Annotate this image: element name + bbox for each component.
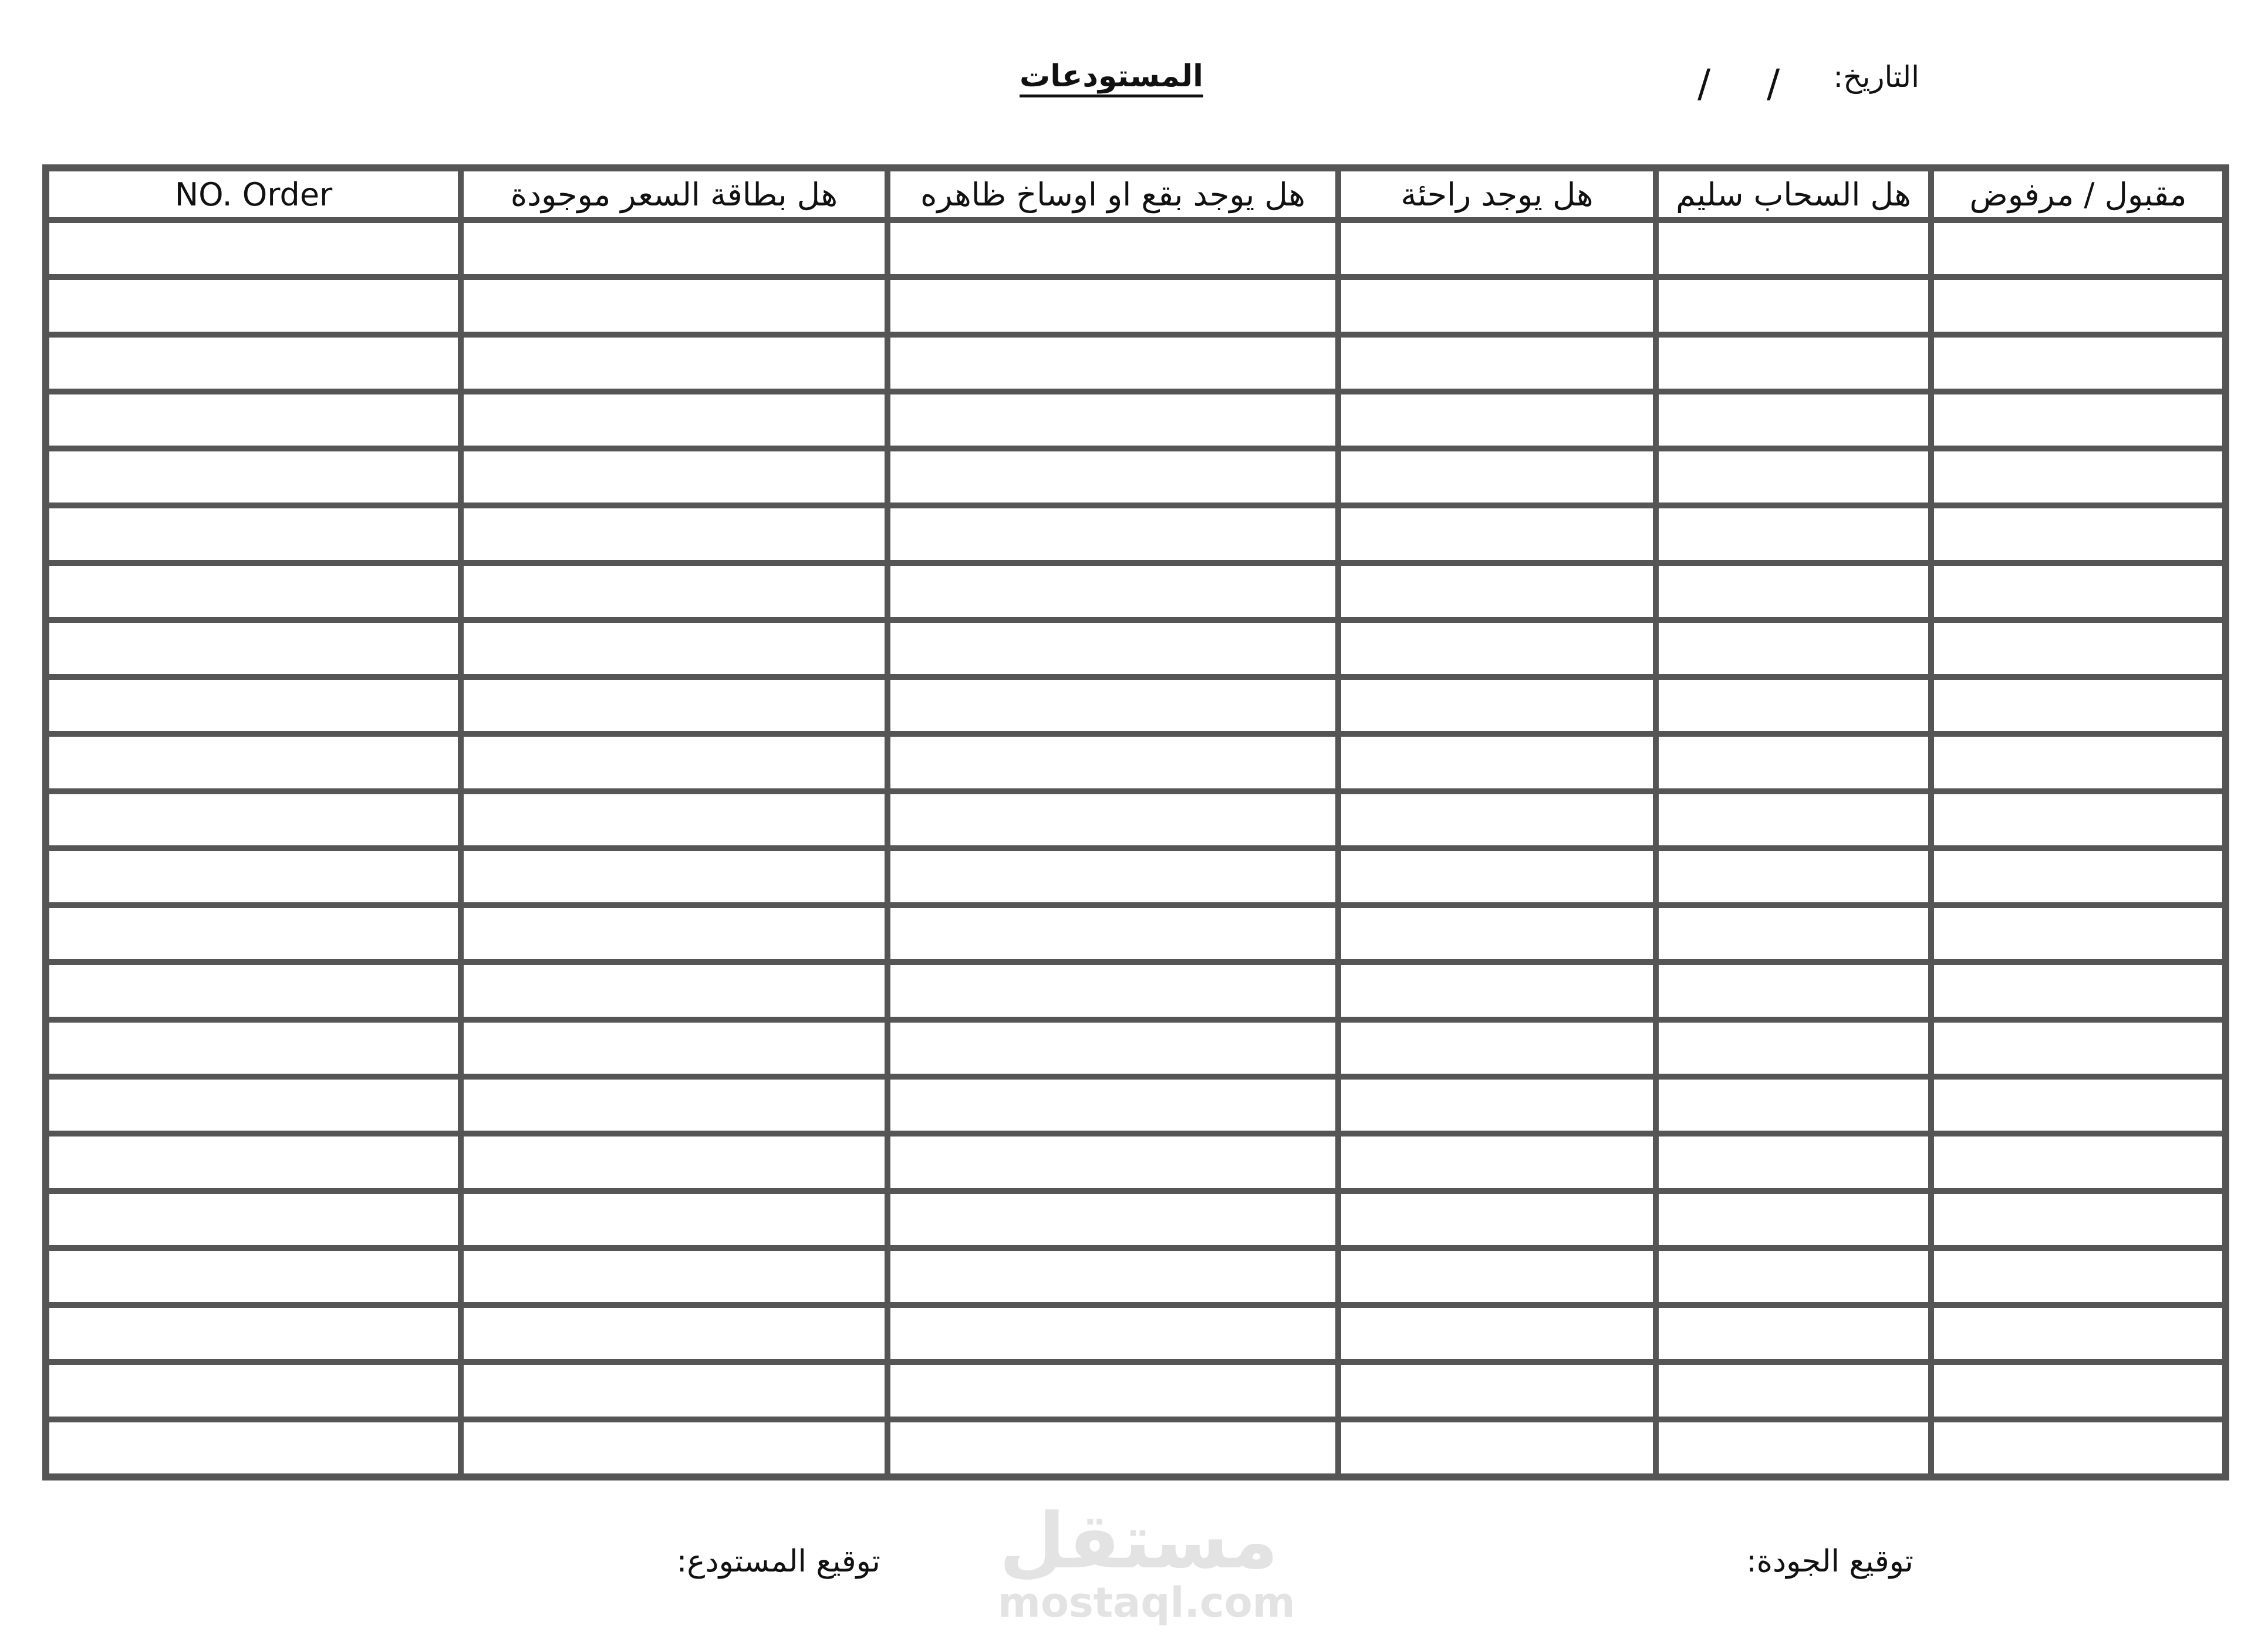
- table-cell[interactable]: [461, 448, 887, 505]
- table-cell[interactable]: [1931, 277, 2225, 334]
- table-cell[interactable]: [46, 392, 461, 448]
- table-cell[interactable]: [887, 1020, 1338, 1077]
- column-header-zipper: هل السحاب سليم: [1656, 168, 1931, 220]
- table-row: [46, 505, 2225, 562]
- table-cell[interactable]: [46, 620, 461, 677]
- table-cell[interactable]: [461, 791, 887, 848]
- table-cell[interactable]: [1931, 1362, 2225, 1419]
- table-cell[interactable]: [461, 848, 887, 905]
- table-cell[interactable]: [461, 335, 887, 392]
- table-cell[interactable]: [461, 1077, 887, 1134]
- table-cell[interactable]: [1338, 1077, 1656, 1134]
- table-cell[interactable]: [1931, 1020, 2225, 1077]
- table-row: [46, 677, 2225, 734]
- table-cell[interactable]: [1931, 1419, 2225, 1476]
- table-cell[interactable]: [1656, 1305, 1931, 1362]
- table-cell[interactable]: [461, 220, 887, 277]
- table-row: [46, 1419, 2225, 1476]
- table-cell[interactable]: [1931, 563, 2225, 620]
- table-row: [46, 620, 2225, 677]
- table-cell[interactable]: [1656, 677, 1931, 734]
- column-header-odor: هل يوجد راحئة: [1338, 168, 1656, 220]
- table-cell[interactable]: [1338, 1020, 1656, 1077]
- table-cell[interactable]: [46, 905, 461, 962]
- table-cell[interactable]: [46, 448, 461, 505]
- table-cell[interactable]: [887, 791, 1338, 848]
- table-cell[interactable]: [1931, 220, 2225, 277]
- table-cell[interactable]: [887, 1305, 1338, 1362]
- table-cell[interactable]: [1656, 620, 1931, 677]
- table-row: [46, 220, 2225, 277]
- table-row: [46, 1134, 2225, 1191]
- table-cell[interactable]: [1656, 1419, 1931, 1476]
- table-cell[interactable]: [1656, 1362, 1931, 1419]
- column-header-price-tag: هل بطاقة السعر موجودة: [461, 168, 887, 220]
- table-cell[interactable]: [461, 905, 887, 962]
- table-cell[interactable]: [1338, 1134, 1656, 1191]
- date-separator: /: [1697, 61, 1711, 106]
- table-row: [46, 1191, 2225, 1248]
- table-cell[interactable]: [1656, 277, 1931, 334]
- table-cell[interactable]: [1338, 1419, 1656, 1476]
- table-cell[interactable]: [46, 677, 461, 734]
- table-cell[interactable]: [1656, 1020, 1931, 1077]
- table-cell[interactable]: [1931, 505, 2225, 562]
- table-cell[interactable]: [1656, 448, 1931, 505]
- table-cell[interactable]: [1656, 1134, 1931, 1191]
- table-cell[interactable]: [1931, 734, 2225, 791]
- table-cell[interactable]: [887, 335, 1338, 392]
- table-row: [46, 1248, 2225, 1305]
- table-cell[interactable]: [461, 1134, 887, 1191]
- table-cell[interactable]: [1931, 848, 2225, 905]
- table-cell[interactable]: [1656, 220, 1931, 277]
- table-body: [46, 220, 2225, 1476]
- table-cell[interactable]: [461, 1020, 887, 1077]
- table-cell[interactable]: [46, 1362, 461, 1419]
- table-cell[interactable]: [1338, 734, 1656, 791]
- table-cell[interactable]: [887, 620, 1338, 677]
- table-cell[interactable]: [461, 563, 887, 620]
- table-row: [46, 563, 2225, 620]
- table-cell[interactable]: [1931, 620, 2225, 677]
- table-row: [46, 392, 2225, 448]
- table-cell[interactable]: [1338, 962, 1656, 1019]
- table-cell[interactable]: [461, 1362, 887, 1419]
- table-cell[interactable]: [1338, 1305, 1656, 1362]
- table-cell[interactable]: [46, 563, 461, 620]
- table-cell[interactable]: [887, 848, 1338, 905]
- table-cell[interactable]: [1338, 620, 1656, 677]
- table-cell[interactable]: [1656, 1077, 1931, 1134]
- table-cell[interactable]: [46, 1419, 461, 1476]
- table-cell[interactable]: [1338, 1248, 1656, 1305]
- table-cell[interactable]: [461, 734, 887, 791]
- table-cell[interactable]: [1656, 848, 1931, 905]
- table-cell[interactable]: [1656, 905, 1931, 962]
- quality-signature-label: توقيع الجودة:: [1746, 1544, 1913, 1579]
- table-cell[interactable]: [1338, 1191, 1656, 1248]
- table-cell[interactable]: [1656, 505, 1931, 562]
- table-cell[interactable]: [1338, 277, 1656, 334]
- table-cell[interactable]: [46, 1134, 461, 1191]
- date-label: التاريخ:: [1833, 60, 1919, 94]
- table-cell[interactable]: [1931, 392, 2225, 448]
- table-cell[interactable]: [887, 1191, 1338, 1248]
- table-cell[interactable]: [1931, 962, 2225, 1019]
- table-cell[interactable]: [1931, 335, 2225, 392]
- table-cell[interactable]: [461, 677, 887, 734]
- table-cell[interactable]: [46, 1305, 461, 1362]
- column-header-stains: هل يوجد بقع او اوساخ ظاهره: [887, 168, 1338, 220]
- table-cell[interactable]: [46, 335, 461, 392]
- table-cell[interactable]: [1931, 1248, 2225, 1305]
- table-cell[interactable]: [887, 1134, 1338, 1191]
- table-row: [46, 905, 2225, 962]
- date-separator: /: [1767, 61, 1780, 106]
- table-row: [46, 1020, 2225, 1077]
- table-cell[interactable]: [887, 962, 1338, 1019]
- table-cell[interactable]: [887, 1077, 1338, 1134]
- column-header-order-number: NO. Order: [46, 168, 461, 220]
- table-cell[interactable]: [461, 505, 887, 562]
- watermark: [998, 1496, 1295, 1632]
- table-cell[interactable]: [1656, 791, 1931, 848]
- table-cell[interactable]: [887, 563, 1338, 620]
- page-title: المستودعات: [1020, 59, 1203, 94]
- column-header-accepted-rejected: مقبول / مرفوض: [1931, 168, 2225, 220]
- table-cell[interactable]: [461, 1305, 887, 1362]
- table-cell[interactable]: [887, 220, 1338, 277]
- table-cell[interactable]: [46, 791, 461, 848]
- table-cell[interactable]: [461, 1248, 887, 1305]
- warehouse-signature-label: توقيع المستودع:: [676, 1544, 880, 1579]
- table-cell[interactable]: [46, 1077, 461, 1134]
- table-cell[interactable]: [887, 1362, 1338, 1419]
- table-cell[interactable]: [1656, 1248, 1931, 1305]
- table-row: [46, 335, 2225, 392]
- table-cell[interactable]: [461, 392, 887, 448]
- table-cell[interactable]: [461, 620, 887, 677]
- table-cell[interactable]: [887, 392, 1338, 448]
- table-cell[interactable]: [887, 448, 1338, 505]
- watermark-arabic: مستقل: [999, 1496, 1278, 1586]
- table-cell[interactable]: [461, 1419, 887, 1476]
- table-cell[interactable]: [1931, 1191, 2225, 1248]
- table-cell[interactable]: [46, 848, 461, 905]
- inspection-table: [42, 164, 2229, 1481]
- table-cell[interactable]: [1656, 962, 1931, 1019]
- table-cell[interactable]: [887, 734, 1338, 791]
- table-cell[interactable]: [887, 677, 1338, 734]
- table-cell[interactable]: [1931, 1134, 2225, 1191]
- table-row: [46, 277, 2225, 334]
- table-cell[interactable]: [1338, 335, 1656, 392]
- table-cell[interactable]: [1338, 392, 1656, 448]
- table-cell[interactable]: [1338, 1362, 1656, 1419]
- table-cell[interactable]: [1931, 448, 2225, 505]
- table-cell[interactable]: [887, 905, 1338, 962]
- table-cell[interactable]: [1656, 563, 1931, 620]
- table-cell[interactable]: [1338, 848, 1656, 905]
- table-cell[interactable]: [1338, 677, 1656, 734]
- table-cell[interactable]: [1338, 505, 1656, 562]
- table-row: [46, 448, 2225, 505]
- table-cell[interactable]: [1931, 677, 2225, 734]
- date-field: [1673, 56, 1919, 109]
- table-row: [46, 1362, 2225, 1419]
- table-cell[interactable]: [1931, 791, 2225, 848]
- table-cell[interactable]: [1656, 734, 1931, 791]
- table-cell[interactable]: [1656, 392, 1931, 448]
- table-row: [46, 1077, 2225, 1134]
- table-cell[interactable]: [887, 1248, 1338, 1305]
- table-row: [46, 734, 2225, 791]
- table-cell[interactable]: [1338, 448, 1656, 505]
- table-cell[interactable]: [1656, 1191, 1931, 1248]
- table-cell[interactable]: [46, 277, 461, 334]
- table-cell[interactable]: [1931, 1077, 2225, 1134]
- table-row: [46, 848, 2225, 905]
- table-cell[interactable]: [1931, 1305, 2225, 1362]
- table-row: [46, 962, 2225, 1019]
- table-cell[interactable]: [1338, 220, 1656, 277]
- table-cell[interactable]: [461, 962, 887, 1019]
- table-cell[interactable]: [46, 1020, 461, 1077]
- table-cell[interactable]: [1338, 791, 1656, 848]
- watermark-latin: mostaql.com: [998, 1579, 1295, 1627]
- table-cell[interactable]: [46, 505, 461, 562]
- table-header-row: [46, 168, 2225, 220]
- table-cell[interactable]: [46, 220, 461, 277]
- table-cell[interactable]: [46, 962, 461, 1019]
- table-cell[interactable]: [887, 1419, 1338, 1476]
- table-cell[interactable]: [46, 734, 461, 791]
- table-cell[interactable]: [46, 1248, 461, 1305]
- table-cell[interactable]: [46, 1191, 461, 1248]
- table-cell[interactable]: [1656, 335, 1931, 392]
- table-cell[interactable]: [461, 1191, 887, 1248]
- table-cell[interactable]: [1931, 905, 2225, 962]
- table-row: [46, 791, 2225, 848]
- table-cell[interactable]: [461, 277, 887, 334]
- table-cell[interactable]: [1338, 563, 1656, 620]
- table-cell[interactable]: [1338, 905, 1656, 962]
- table-row: [46, 1305, 2225, 1362]
- table-cell[interactable]: [887, 277, 1338, 334]
- table-cell[interactable]: [887, 505, 1338, 562]
